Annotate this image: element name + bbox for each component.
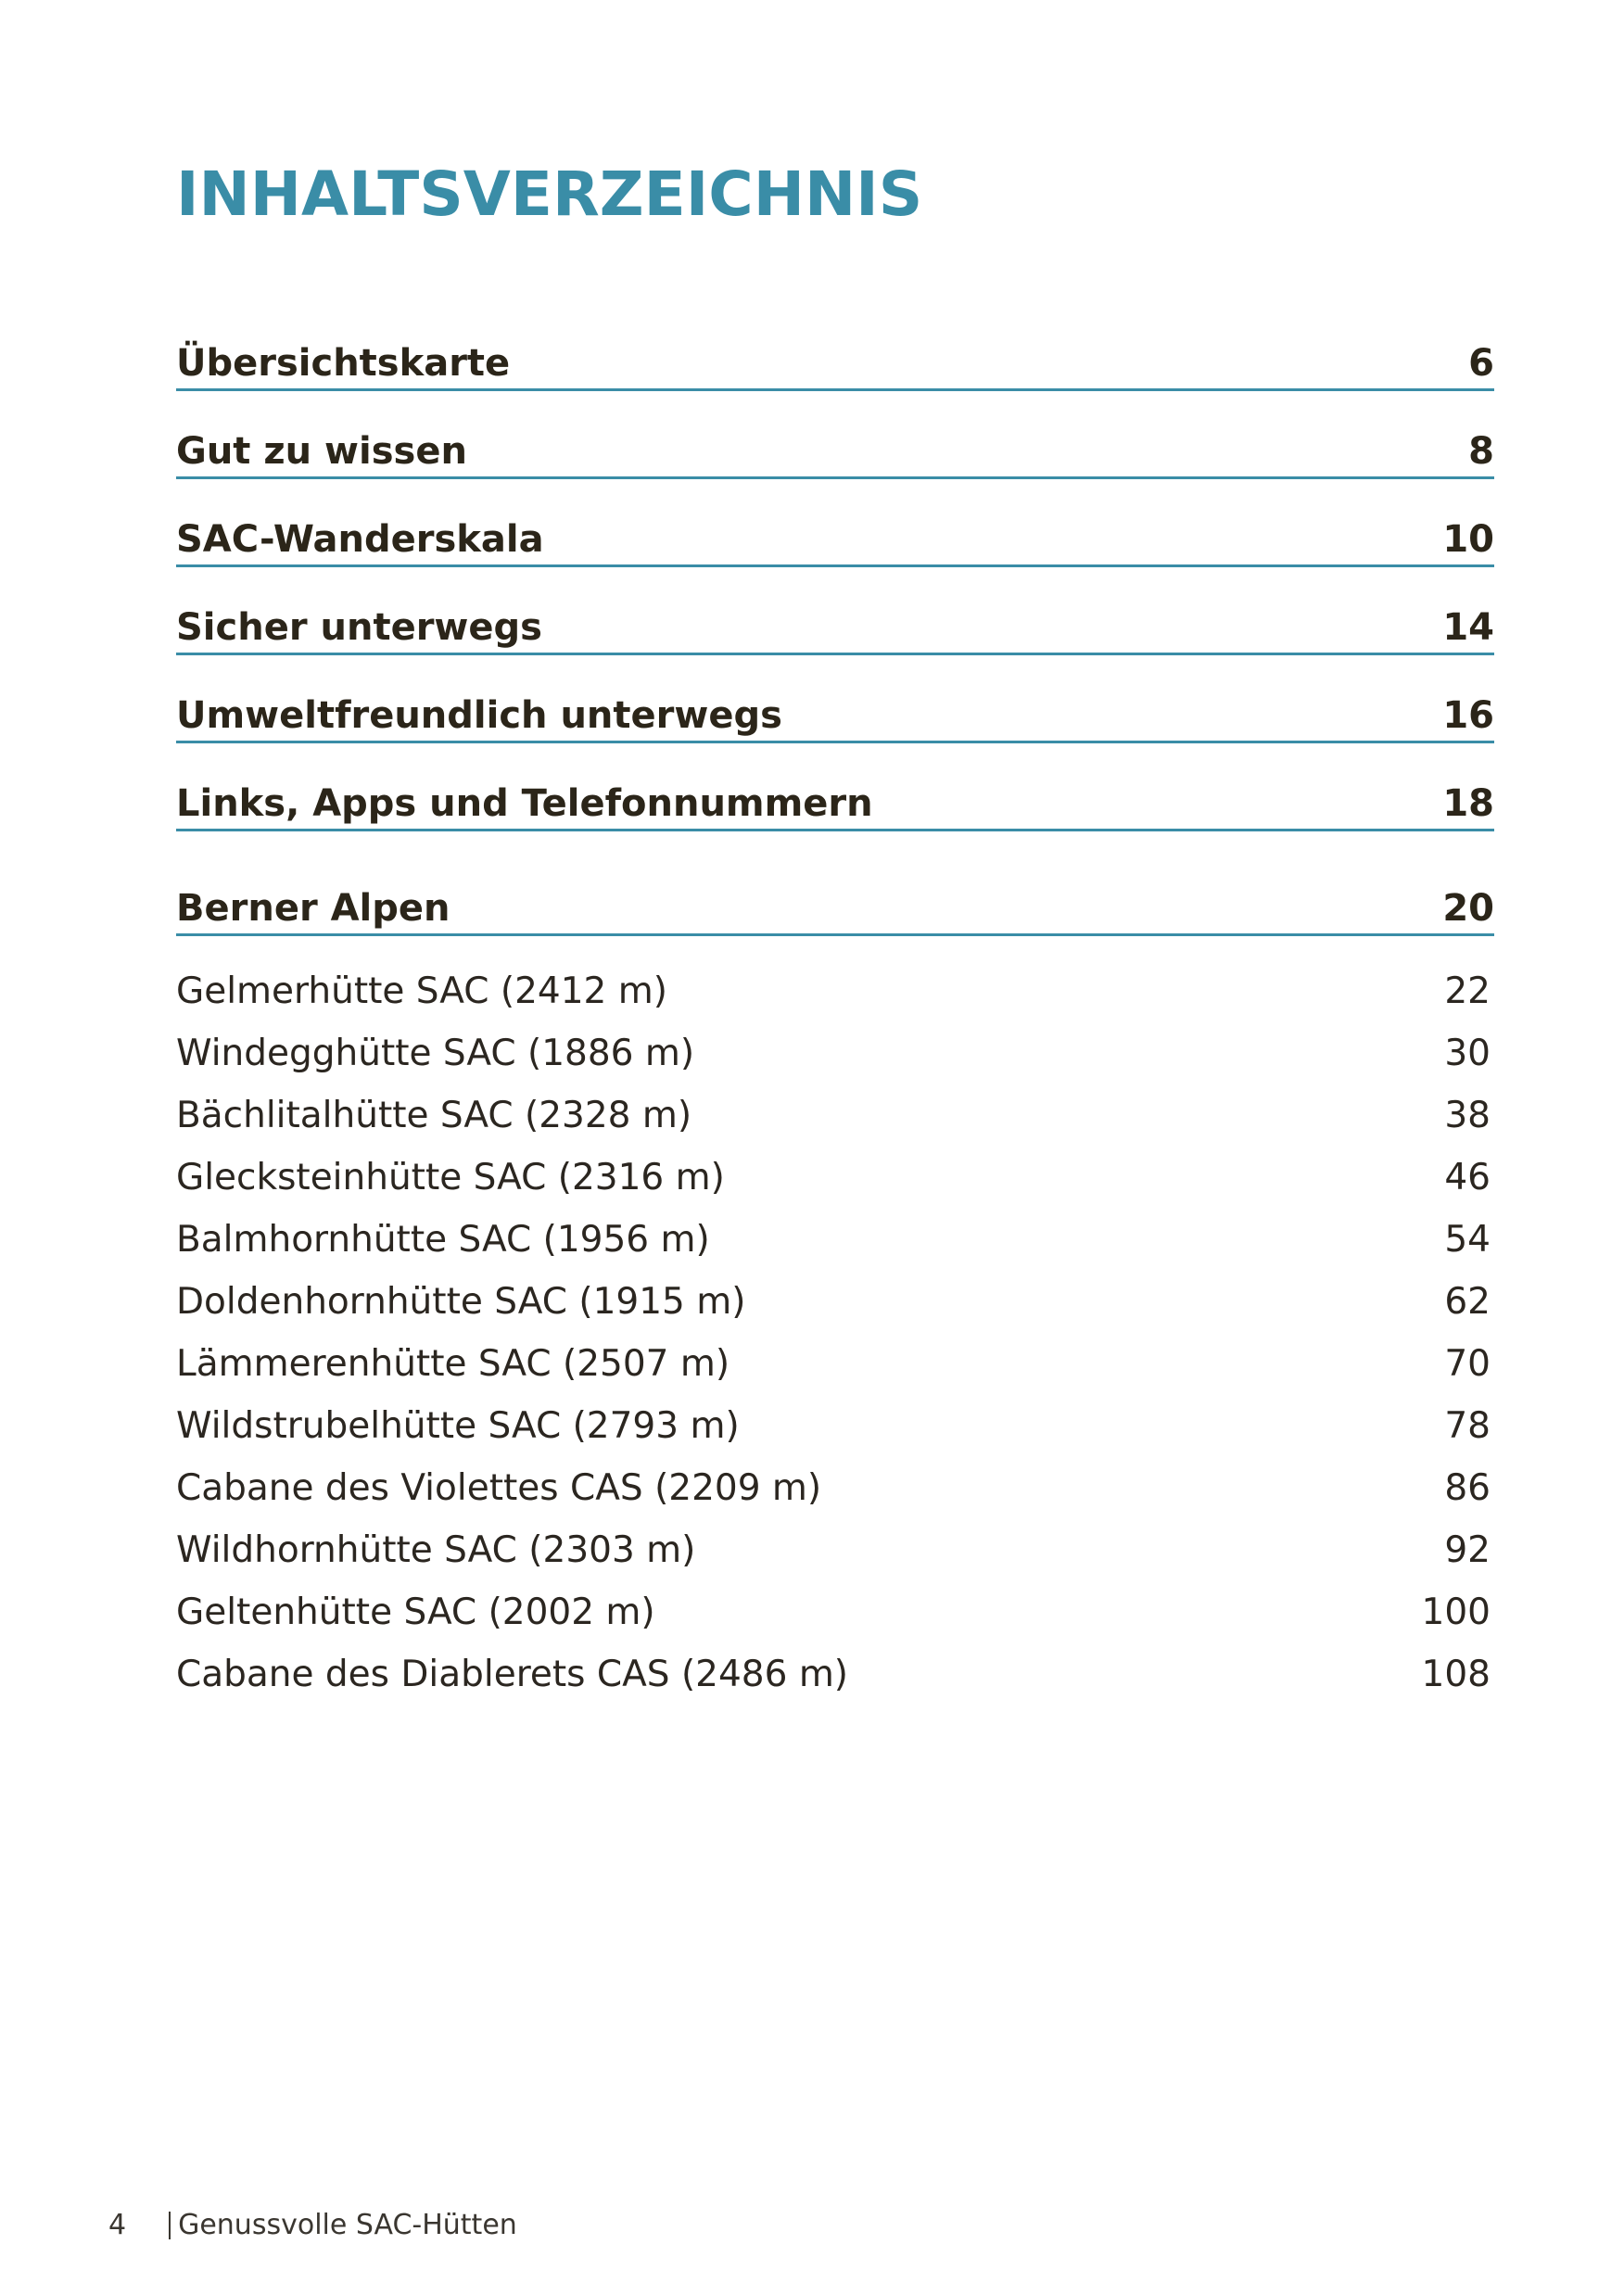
hut-entry-page: 62 [1444, 1281, 1491, 1323]
hut-entry-page: 108 [1421, 1654, 1491, 1695]
hut-entry-label: Wildstrubelhütte SAC (2793 m) [176, 1405, 740, 1447]
hut-entry-label: Cabane des Diablerets CAS (2486 m) [176, 1654, 849, 1695]
hut-entry-page: 54 [1444, 1219, 1491, 1261]
hut-entry-label: Wildhornhütte SAC (2303 m) [176, 1529, 696, 1571]
hut-entry-label: Doldenhornhütte SAC (1915 m) [176, 1281, 746, 1323]
hut-entry-label: Windegghütte SAC (1886 m) [176, 1033, 695, 1074]
hut-entry-label: Lämmerenhütte SAC (2507 m) [176, 1343, 730, 1385]
hut-entry-label: Cabane des Violettes CAS (2209 m) [176, 1467, 822, 1509]
toc-entry[interactable] [176, 482, 1494, 567]
toc-entry[interactable] [176, 570, 1494, 655]
toc-entry-label: Umweltfreundlich unterwegs [176, 694, 782, 737]
hut-entry-page: 100 [1421, 1591, 1491, 1633]
hut-entry-label: Glecksteinhütte SAC (2316 m) [176, 1157, 725, 1198]
hut-list [176, 960, 1491, 1705]
hut-entry[interactable] [176, 1147, 1491, 1209]
hut-entry[interactable] [176, 1519, 1491, 1581]
footer-page-number: 4 [108, 2209, 127, 2241]
toc-entry[interactable] [176, 394, 1494, 479]
toc-entry-page: 16 [1442, 694, 1494, 737]
section-heading-page: 20 [1442, 887, 1494, 930]
hut-entry-label: Balmhornhütte SAC (1956 m) [176, 1219, 710, 1261]
hut-entry-page: 86 [1444, 1467, 1491, 1509]
toc-main-entries [176, 306, 1494, 834]
toc-entry-label: SAC-Wanderskala [176, 518, 544, 561]
hut-entry-label: Bächlitalhütte SAC (2328 m) [176, 1095, 692, 1136]
toc-entry-page: 14 [1442, 606, 1494, 649]
toc-entry-page: 10 [1442, 518, 1494, 561]
toc-entry-page: 8 [1468, 430, 1494, 473]
hut-entry[interactable] [176, 1581, 1491, 1643]
toc-section-berner-alpen [176, 871, 1494, 939]
section-heading-label: Berner Alpen [176, 887, 450, 930]
toc-entry-label: Gut zu wissen [176, 430, 467, 473]
section-heading[interactable] [176, 871, 1494, 936]
hut-entry-page: 38 [1444, 1095, 1491, 1136]
hut-entry[interactable] [176, 1395, 1491, 1457]
hut-entry[interactable] [176, 1457, 1491, 1519]
hut-entry-page: 46 [1444, 1157, 1491, 1198]
hut-entry-label: Gelmerhütte SAC (2412 m) [176, 970, 667, 1012]
toc-entry-label: Übersichtskarte [176, 342, 511, 385]
hut-entry-label: Geltenhütte SAC (2002 m) [176, 1591, 655, 1633]
footer-book-title: Genussvolle SAC-Hütten [178, 2209, 517, 2241]
toc-entry[interactable] [176, 746, 1494, 831]
hut-entry[interactable] [176, 1643, 1491, 1705]
hut-entry-page: 30 [1444, 1033, 1491, 1074]
hut-entry[interactable] [176, 1084, 1491, 1147]
hut-entry-page: 22 [1444, 970, 1491, 1012]
hut-entry-page: 92 [1444, 1529, 1491, 1571]
page-title: INHALTSVERZEICHNIS [176, 158, 923, 230]
hut-entry-page: 70 [1444, 1343, 1491, 1385]
hut-entry[interactable] [176, 1022, 1491, 1084]
toc-entry[interactable] [176, 306, 1494, 391]
hut-entry-page: 78 [1444, 1405, 1491, 1447]
footer-separator [169, 2212, 171, 2239]
hut-entry[interactable] [176, 1333, 1491, 1395]
toc-entry-page: 18 [1442, 782, 1494, 825]
page-footer [108, 2209, 517, 2241]
hut-entry[interactable] [176, 1271, 1491, 1333]
hut-entry[interactable] [176, 960, 1491, 1022]
toc-entry-label: Links, Apps und Telefonnummern [176, 782, 873, 825]
toc-entry-page: 6 [1468, 342, 1494, 385]
toc-entry[interactable] [176, 658, 1494, 743]
hut-entry[interactable] [176, 1209, 1491, 1271]
toc-entry-label: Sicher unterwegs [176, 606, 542, 649]
